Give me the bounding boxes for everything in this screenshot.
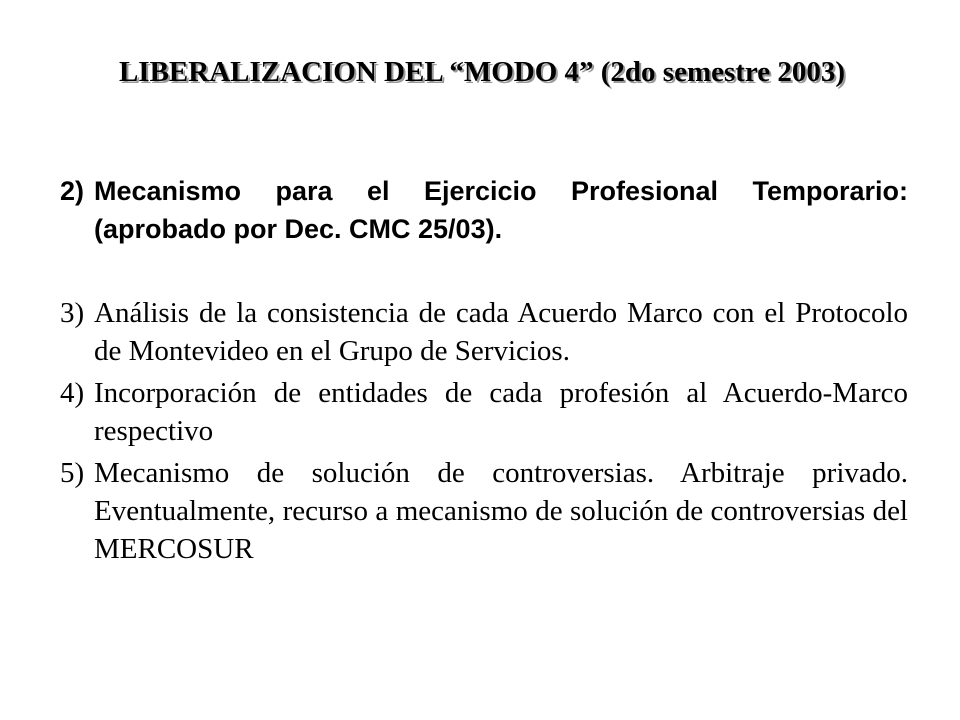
item-number: 3) bbox=[60, 297, 85, 329]
slide-title bbox=[0, 54, 960, 90]
item-number: 4) bbox=[60, 377, 85, 409]
item-text: Mecanismo de solución de controversias. Arbitraje privado. Eventualmente, recurso a mecanismo de solución de controversias del MERCOSUR bbox=[94, 457, 908, 565]
item-number: 2) bbox=[60, 176, 85, 206]
item-text: Análisis de la consistencia de cada Acuerdo Marco con el Protocolo de Montevideo en el Grupo de Servicios. bbox=[94, 297, 908, 367]
list-item-5 bbox=[60, 454, 908, 568]
item-text: Mecanismo para el Ejercicio Profesional Temporario: (aprobado por Dec. CMC 25/03). bbox=[94, 176, 908, 244]
item-list bbox=[60, 172, 908, 568]
list-item-3 bbox=[60, 294, 908, 370]
item-text: Incorporación de entidades de cada profesión al Acuerdo-Marco respectivo bbox=[94, 377, 908, 447]
item-number: 5) bbox=[60, 457, 85, 489]
list-item-4 bbox=[60, 374, 908, 450]
list-item-2 bbox=[60, 172, 908, 248]
slide-title-text: LIBERALIZACION DEL “MODO 4” (2do semestre 2003) bbox=[118, 56, 846, 88]
